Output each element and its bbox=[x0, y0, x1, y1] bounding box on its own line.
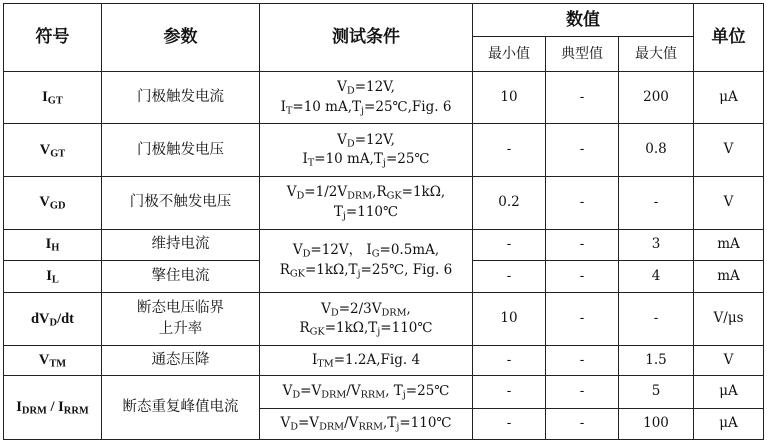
max-cell: 200 bbox=[619, 71, 694, 124]
min-cell: - bbox=[473, 408, 546, 439]
min-cell: 10 bbox=[473, 71, 546, 124]
typ-cell: - bbox=[546, 124, 619, 177]
parameter-cell: 擎住电流 bbox=[102, 260, 260, 292]
symbol-subscript: GD bbox=[49, 200, 66, 212]
condition-cell bbox=[260, 124, 473, 177]
condition-line-1: $V_D=12V$, bbox=[337, 79, 395, 97]
symbol-subscript: L bbox=[51, 274, 59, 286]
min-cell: - bbox=[473, 229, 546, 260]
min-cell: 10 bbox=[473, 293, 546, 346]
max-cell: 100 bbox=[619, 408, 694, 439]
typ-cell: - bbox=[546, 345, 619, 375]
condition-line-2: $I_T=10$ $mA,T_j=25℃,Fig$. 6 bbox=[280, 98, 452, 116]
condition-line-1: $V_D=12V$， $I_G=0.5mA$, bbox=[292, 242, 440, 260]
max-cell: 5 bbox=[619, 376, 694, 408]
typ-cell: - bbox=[546, 408, 619, 439]
symbol-cell: $I_{DRM} / I_{RRM}$ bbox=[4, 376, 102, 440]
symbol-cell bbox=[4, 345, 102, 375]
condition-cell bbox=[260, 71, 473, 124]
parameter-cell: 门极触发电压 bbox=[102, 124, 260, 177]
min-cell: - bbox=[473, 376, 546, 408]
symbol-main: I bbox=[46, 268, 52, 285]
parameter-cell: 断态重复峰值电流 bbox=[102, 376, 260, 440]
typ-cell: - bbox=[546, 229, 619, 260]
unit-cell: V/μs bbox=[694, 293, 764, 346]
condition-line-2: $R_{GK}=1k\Omega,T_j=25℃$, Fig. 6 bbox=[279, 261, 453, 280]
condition-cell bbox=[260, 229, 473, 293]
typ-cell: - bbox=[546, 293, 619, 346]
header-conditions: 测试条件 bbox=[260, 4, 473, 72]
min-cell: - bbox=[473, 124, 546, 177]
table-row bbox=[4, 376, 764, 408]
parameter-line-2: 上升率 bbox=[158, 321, 203, 338]
symbol-main: I bbox=[42, 89, 48, 106]
max-cell: 1.5 bbox=[619, 345, 694, 375]
unit-cell: V bbox=[694, 345, 764, 375]
typ-cell: - bbox=[546, 376, 619, 408]
max-cell: 4 bbox=[619, 260, 694, 292]
table-row bbox=[4, 345, 764, 375]
unit-cell: mA bbox=[694, 229, 764, 260]
table-row bbox=[4, 71, 764, 124]
header-max: 最大值 bbox=[619, 37, 694, 71]
symbol-main: V bbox=[38, 352, 50, 369]
symbol-cell bbox=[4, 260, 102, 292]
symbol-main: I bbox=[45, 236, 52, 253]
parameter-cell bbox=[102, 293, 260, 346]
condition-line-1: $V_D=2/3V_{DRM}$, bbox=[321, 300, 411, 318]
symbol-subscript: GT bbox=[47, 95, 63, 107]
max-cell: - bbox=[619, 176, 694, 229]
table-row bbox=[4, 293, 764, 346]
typ-cell: - bbox=[546, 71, 619, 124]
min-cell: - bbox=[473, 260, 546, 292]
symbol-cell bbox=[4, 229, 102, 260]
table-row bbox=[4, 229, 764, 260]
condition-line-2: $T_j=110℃$ bbox=[333, 203, 399, 222]
symbol-main: V bbox=[39, 194, 50, 211]
symbol-subscript: TM bbox=[49, 358, 67, 370]
symbol-main: V bbox=[39, 141, 51, 158]
header-typ: 典型值 bbox=[546, 37, 619, 71]
condition-line-1: $V_D=12V$, bbox=[337, 131, 395, 150]
symbol-subscript: GT bbox=[50, 148, 66, 160]
table-row bbox=[4, 124, 764, 177]
table-row bbox=[4, 176, 764, 229]
parameter-cell: 门极不触发电压 bbox=[102, 176, 260, 229]
unit-cell: μA bbox=[694, 408, 764, 439]
header-parameter: 参数 bbox=[102, 4, 260, 72]
min-cell: - bbox=[473, 345, 546, 375]
condition-cell: $V_D=V_{DRM}/V_{RRM}$, $T_j=25℃$ bbox=[260, 376, 473, 408]
symbol-cell bbox=[4, 176, 102, 229]
typ-cell: - bbox=[546, 260, 619, 292]
header-min: 最小值 bbox=[473, 37, 546, 71]
parameter-cell: 维持电流 bbox=[102, 229, 260, 260]
condition-line-2: $I_T=10$ $mA,T_j=25℃$ bbox=[302, 151, 430, 169]
unit-cell: μA bbox=[694, 376, 764, 408]
condition-cell bbox=[260, 176, 473, 229]
header-unit: 单位 bbox=[694, 4, 764, 72]
parameter-line-1: 断态电压临界 bbox=[137, 300, 224, 317]
max-cell: - bbox=[619, 293, 694, 346]
max-cell: 0.8 bbox=[619, 124, 694, 177]
symbol-cell bbox=[4, 124, 102, 177]
symbol-cell: $dV_D/dt$ bbox=[4, 293, 102, 346]
typ-cell: - bbox=[546, 176, 619, 229]
header-symbol: 符号 bbox=[4, 4, 102, 72]
condition-cell: $V_D=V_{DRM}/V_{RRM},T_j=110℃$ bbox=[260, 408, 473, 439]
symbol-subscript: H bbox=[51, 242, 60, 254]
unit-cell: mA bbox=[694, 260, 764, 292]
condition-line-2: $R_{GK}=1k\Omega,T_j=110℃$ bbox=[299, 320, 433, 338]
header-values: 数值 bbox=[473, 4, 694, 37]
unit-cell: V bbox=[694, 176, 764, 229]
unit-cell: V bbox=[694, 124, 764, 177]
parameter-cell: 通态压降 bbox=[102, 345, 260, 375]
unit-cell: μA bbox=[694, 71, 764, 124]
condition-line-1: $V_D=1/2V_{DRM},R_{GK}=1k\Omega$, bbox=[286, 184, 446, 202]
condition-cell: $I_{TM}=1.2A,Fig$. 4 bbox=[260, 345, 473, 375]
max-cell: 3 bbox=[619, 229, 694, 260]
min-cell: 0.2 bbox=[473, 176, 546, 229]
specification-table bbox=[3, 3, 764, 440]
symbol-cell bbox=[4, 71, 102, 124]
condition-cell bbox=[260, 293, 473, 346]
parameter-cell: 门极触发电流 bbox=[102, 71, 260, 124]
